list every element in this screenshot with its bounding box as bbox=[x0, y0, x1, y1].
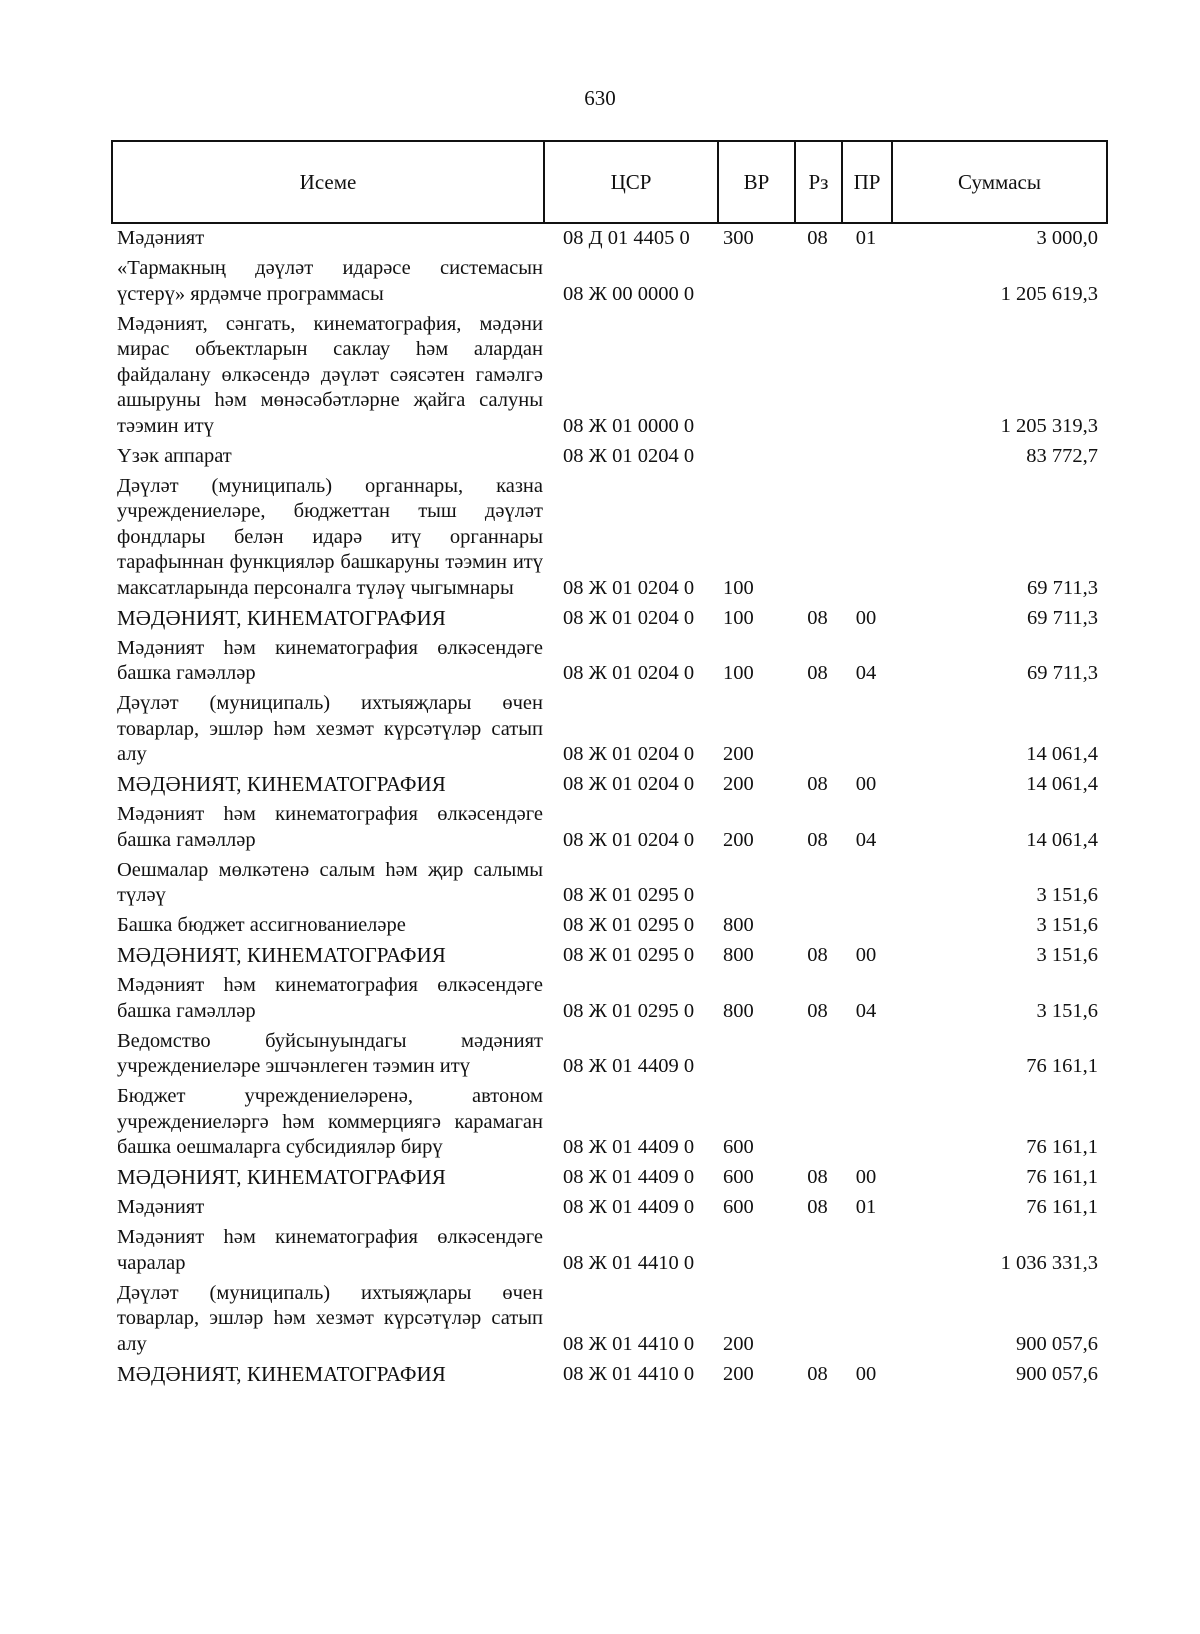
table-row bbox=[111, 913, 1106, 939]
row-sum: 900 057,6 bbox=[1016, 1362, 1098, 1385]
row-pr: 00 bbox=[855, 773, 877, 795]
row-sum: 3 151,6 bbox=[1036, 914, 1098, 936]
row-sum: 3 151,6 bbox=[1036, 944, 1098, 966]
row-pr: 00 bbox=[855, 1362, 877, 1385]
row-csr: 08 Ж 01 4409 0 bbox=[563, 1166, 695, 1188]
row-name: Мәдәният bbox=[117, 227, 205, 249]
row-sum: 69 711,3 bbox=[1027, 576, 1098, 599]
row-name: Мәдәният һәм кинематография өлкәсендәге башка гамәлләр bbox=[117, 636, 543, 684]
row-vr: 800 bbox=[723, 944, 754, 966]
row-rz: 08 bbox=[807, 944, 828, 966]
row-name: Башка бюджет ассигнованиеләре bbox=[117, 914, 406, 936]
row-sum: 14 061,4 bbox=[1026, 773, 1098, 795]
row-rz: 08 bbox=[807, 1166, 828, 1188]
row-csr: 08 Ж 01 0204 0 bbox=[563, 444, 695, 467]
row-pr: 00 bbox=[855, 606, 877, 629]
row-csr: 08 Ж 01 4409 0 bbox=[563, 1055, 695, 1077]
header-csr: ЦСР bbox=[544, 141, 718, 223]
table-row bbox=[111, 1362, 1106, 1388]
row-sum: 76 161,1 bbox=[1026, 1055, 1098, 1077]
row-name: «Тармакның дәүләт идарәсе системасын үстерү» ярдәмче программасы bbox=[117, 257, 543, 305]
row-csr: 08 Ж 01 0000 0 bbox=[563, 414, 695, 437]
table-row bbox=[111, 606, 1106, 632]
row-csr: 08 Ж 01 0204 0 bbox=[563, 743, 695, 765]
row-sum: 14 061,4 bbox=[1026, 828, 1098, 851]
row-csr: 08 Ж 01 0204 0 bbox=[563, 576, 695, 599]
row-csr: 08 Ж 01 0295 0 bbox=[563, 914, 695, 936]
row-sum: 76 161,1 bbox=[1026, 1136, 1098, 1158]
table-row bbox=[111, 1084, 1106, 1161]
row-sum: 69 711,3 bbox=[1027, 662, 1098, 684]
row-csr: 08 Ж 00 0000 0 bbox=[563, 282, 695, 305]
table-row bbox=[111, 691, 1106, 768]
row-name: Дәүләт (муниципаль) ихтыяҗлары өчен товарлар, эшләр һәм хезмәт күрсәтүләр сатып алу bbox=[117, 692, 543, 765]
row-vr: 100 bbox=[723, 662, 754, 684]
row-rz: 08 bbox=[807, 828, 828, 851]
row-vr: 800 bbox=[723, 914, 754, 936]
row-name: МӘДӘНИЯТ, КИНЕМАТОГРАФИЯ bbox=[117, 1361, 446, 1386]
row-sum: 3 151,6 bbox=[1036, 999, 1098, 1022]
header-vr: ВР bbox=[718, 141, 795, 223]
table-row bbox=[111, 973, 1106, 1024]
row-rz: 08 bbox=[807, 227, 828, 249]
header-pr: ПР bbox=[842, 141, 892, 223]
row-name: Бюджет учреждениеләренә, автоном учреждениеләргә һәм коммерциягә карамаган башка оешмаларга субсидияләр бирү bbox=[117, 1085, 543, 1158]
row-csr: 08 Ж 01 4410 0 bbox=[563, 1362, 695, 1385]
row-pr: 04 bbox=[855, 999, 877, 1022]
row-vr: 200 bbox=[723, 1332, 754, 1355]
row-vr: 100 bbox=[723, 606, 754, 629]
row-csr: 08 Д 01 4405 0 bbox=[563, 227, 690, 249]
row-vr: 300 bbox=[723, 227, 754, 249]
row-name: Үзәк аппарат bbox=[117, 444, 232, 467]
row-vr: 200 bbox=[723, 1362, 754, 1385]
table-row bbox=[111, 474, 1106, 602]
row-name: Дәүләт (муниципаль) органнары, казна учреждениеләре, бюджеттан тыш дәүләт фондлары белән идарә итү органнары тарафыннан функцияләр башкаруны тәэмин итү максатларында персоналга түләү чыгымнары bbox=[117, 474, 543, 599]
table-row bbox=[111, 1225, 1106, 1276]
row-sum: 76 161,1 bbox=[1026, 1196, 1098, 1218]
row-name: МӘДӘНИЯТ, КИНЕМАТОГРАФИЯ bbox=[117, 1165, 446, 1189]
row-pr: 01 bbox=[855, 227, 877, 249]
row-name: Мәдәният, сәнгать, кинематография, мәдәни мирас объектларын саклау һәм алардан файдалану өлкәсендә дәүләт сәясәтен гамәлгә ашыруны һәм мөнәсәбәтләрне җайга салуны тәэмин итү bbox=[117, 312, 543, 437]
table-row bbox=[111, 256, 1106, 307]
row-vr: 800 bbox=[723, 999, 754, 1022]
row-rz: 08 bbox=[807, 606, 828, 629]
table-body bbox=[111, 226, 1106, 1392]
row-sum: 3 151,6 bbox=[1036, 884, 1098, 906]
row-csr: 08 Ж 01 0295 0 bbox=[563, 884, 695, 906]
row-pr: 04 bbox=[855, 828, 877, 851]
table-row bbox=[111, 636, 1106, 687]
row-sum: 1 205 319,3 bbox=[1000, 414, 1098, 437]
table-row bbox=[111, 802, 1106, 853]
row-name: Дәүләт (муниципаль) ихтыяҗлары өчен товарлар, эшләр һәм хезмәт күрсәтүләр сатып алу bbox=[117, 1281, 543, 1355]
row-sum: 83 772,7 bbox=[1026, 444, 1098, 467]
row-vr: 600 bbox=[723, 1136, 754, 1158]
row-rz: 08 bbox=[807, 773, 828, 795]
row-rz: 08 bbox=[807, 1196, 828, 1218]
header-sum: Суммасы bbox=[892, 141, 1107, 223]
row-name: Мәдәният һәм кинематография өлкәсендәге башка гамәлләр bbox=[117, 803, 543, 851]
table-row bbox=[111, 226, 1106, 252]
row-sum: 76 161,1 bbox=[1026, 1166, 1098, 1188]
row-name: Мәдәният һәм кинематография өлкәсендәге чаралар bbox=[117, 1226, 543, 1274]
header-name: Исеме bbox=[112, 141, 544, 223]
row-csr: 08 Ж 01 0295 0 bbox=[563, 944, 695, 966]
row-rz: 08 bbox=[807, 662, 828, 684]
row-name: Мәдәният һәм кинематография өлкәсендәге башка гамәлләр bbox=[117, 974, 543, 1022]
row-name: Мәдәният bbox=[117, 1196, 205, 1218]
table-row bbox=[111, 312, 1106, 440]
row-vr: 100 bbox=[723, 576, 754, 599]
row-csr: 08 Ж 01 4409 0 bbox=[563, 1136, 695, 1158]
row-csr: 08 Ж 01 4410 0 bbox=[563, 1332, 695, 1355]
table-row bbox=[111, 444, 1106, 470]
row-rz: 08 bbox=[807, 999, 828, 1022]
page-number: 630 bbox=[584, 86, 616, 110]
table-row bbox=[111, 858, 1106, 909]
row-name: МӘДӘНИЯТ, КИНЕМАТОГРАФИЯ bbox=[117, 772, 446, 796]
row-pr: 01 bbox=[855, 1196, 877, 1218]
row-name: Оешмалар мөлкәтенә салым һәм җир салымы түләү bbox=[117, 858, 543, 906]
row-vr: 200 bbox=[723, 743, 754, 765]
row-csr: 08 Ж 01 0204 0 bbox=[563, 606, 695, 629]
row-csr: 08 Ж 01 0204 0 bbox=[563, 828, 695, 851]
row-sum: 14 061,4 bbox=[1026, 743, 1098, 765]
row-sum: 900 057,6 bbox=[1016, 1332, 1098, 1355]
row-csr: 08 Ж 01 4410 0 bbox=[563, 1251, 695, 1274]
table-header bbox=[111, 140, 1108, 224]
row-vr: 600 bbox=[723, 1166, 754, 1188]
row-pr: 00 bbox=[855, 1166, 877, 1188]
table-row bbox=[111, 772, 1106, 798]
table-row bbox=[111, 1165, 1106, 1191]
row-name: МӘДӘНИЯТ, КИНЕМАТОГРАФИЯ bbox=[117, 605, 446, 630]
row-name: МӘДӘНИЯТ, КИНЕМАТОГРАФИЯ bbox=[117, 943, 446, 967]
row-vr: 200 bbox=[723, 773, 754, 795]
row-vr: 200 bbox=[723, 828, 754, 851]
row-sum: 3 000,0 bbox=[1036, 227, 1098, 249]
row-rz: 08 bbox=[807, 1362, 828, 1385]
row-pr: 04 bbox=[855, 662, 877, 684]
table-row bbox=[111, 1029, 1106, 1080]
row-csr: 08 Ж 01 0204 0 bbox=[563, 773, 695, 795]
table-row bbox=[111, 1195, 1106, 1221]
row-csr: 08 Ж 01 4409 0 bbox=[563, 1196, 695, 1218]
row-sum: 1 205 619,3 bbox=[1000, 282, 1098, 305]
row-vr: 600 bbox=[723, 1196, 754, 1218]
table-row bbox=[111, 1281, 1106, 1358]
row-sum: 1 036 331,3 bbox=[1000, 1251, 1098, 1274]
row-csr: 08 Ж 01 0204 0 bbox=[563, 662, 695, 684]
row-name: Ведомство буйсынуындагы мәдәният учреждениеләре эшчәнлеген тәэмин итү bbox=[117, 1029, 543, 1077]
row-sum: 69 711,3 bbox=[1027, 606, 1098, 629]
header-rz: Рз bbox=[795, 141, 842, 223]
table-row bbox=[111, 943, 1106, 969]
row-pr: 00 bbox=[855, 944, 877, 966]
row-csr: 08 Ж 01 0295 0 bbox=[563, 999, 695, 1022]
